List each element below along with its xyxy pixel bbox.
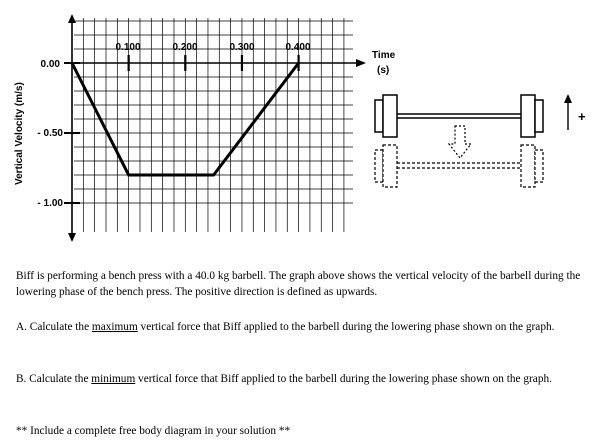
x-tick-label: 0.300 [229,42,255,53]
intro-paragraph [16,268,608,300]
question-a [16,319,608,335]
question-a-suffix: vertical force that Biff applied to the barbell during the lowering phase shown on the graph. [137,321,555,333]
positive-direction-label: + [578,109,586,124]
x-axis-unit: (s) [377,65,390,76]
y-axis-up-arrow [68,14,76,23]
x-tick-label: 0.200 [172,42,198,53]
intro-text: Biff is performing a bench press with a 40.0 kg barbell. The graph above shows the vertical velocity of the barbell during the lowering phase of the bench press. The positive direction is defined as upwards. [16,270,581,298]
plate-outer-right [535,100,543,132]
down-arrow-icon [449,126,471,158]
x-axis-label: Time [372,50,396,61]
y-tick-label: 0.00 [40,59,60,70]
x-tick-label: 0.100 [115,42,141,53]
y-tick-label: - 1.00 [37,198,63,209]
plate-inner-left-dashed [383,145,397,187]
plate-inner-right [521,95,535,137]
y-axis-down-arrow [68,233,76,242]
note-text: ** Include a complete free body diagram in your solution ** [16,425,291,437]
x-tick-label: 0.400 [285,42,311,53]
question-b-emphasis: minimum [91,373,136,385]
question-a-emphasis: maximum [91,321,138,333]
plate-inner-left [383,95,397,137]
note [16,423,608,439]
barbell-diagram [375,94,586,187]
question-a-prefix: A. Calculate the [16,321,92,333]
y-tick-label: - 0.50 [37,128,63,139]
y-axis-label: Vertical Velocity (m/s) [14,82,25,185]
question-b-suffix: vertical force that Biff applied to the barbell during the lowering phase shown on the graph. [135,373,552,385]
question-b-prefix: B. Calculate the [16,373,92,385]
plate-outer-left-dashed [375,150,383,182]
x-axis-arrow [356,59,366,67]
question-b [16,371,608,387]
plate-outer-left [375,100,383,132]
plate-outer-right-dashed [535,150,543,182]
plate-inner-right-dashed [521,145,535,187]
up-arrow-icon [564,94,572,103]
